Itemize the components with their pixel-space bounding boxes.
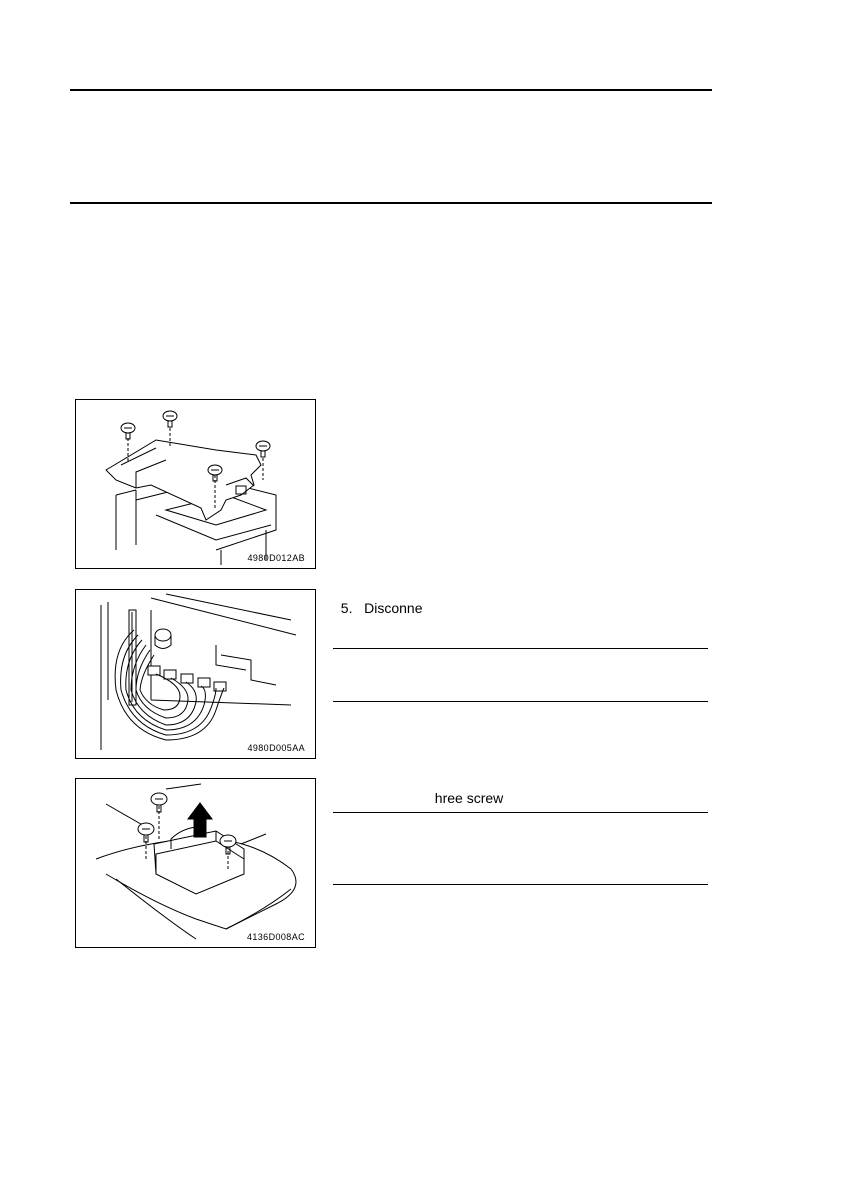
screw-icon <box>151 793 167 812</box>
figure-code: 4980D012AB <box>247 553 305 563</box>
note-rule-bottom <box>333 701 708 702</box>
screw-icon <box>121 423 135 439</box>
note-rule-top-2 <box>333 812 708 813</box>
screw-icon <box>138 823 154 842</box>
header-top-rule <box>70 89 712 91</box>
figure-unit-screws <box>75 778 316 948</box>
screw-icon <box>256 441 270 457</box>
cover-illustration <box>76 400 316 569</box>
step-number: 5. <box>340 600 353 616</box>
figure-cover-screws <box>75 399 316 569</box>
step-text: Disconne <box>364 600 423 616</box>
figure-code: 4980D005AA <box>247 743 305 753</box>
note-rule-bottom-2 <box>333 884 708 885</box>
arrow-up-icon <box>188 803 212 837</box>
step-6 <box>427 774 503 806</box>
figure-code: 4136D008AC <box>246 932 305 942</box>
connectors-illustration <box>76 590 316 759</box>
step-text: hree screw <box>434 790 504 806</box>
header-bottom-rule <box>70 202 712 204</box>
figure-connectors <box>75 589 316 759</box>
unit-illustration <box>76 779 316 948</box>
note-rule-top <box>333 648 708 649</box>
screw-icon <box>163 411 177 427</box>
step-5 <box>333 584 423 616</box>
